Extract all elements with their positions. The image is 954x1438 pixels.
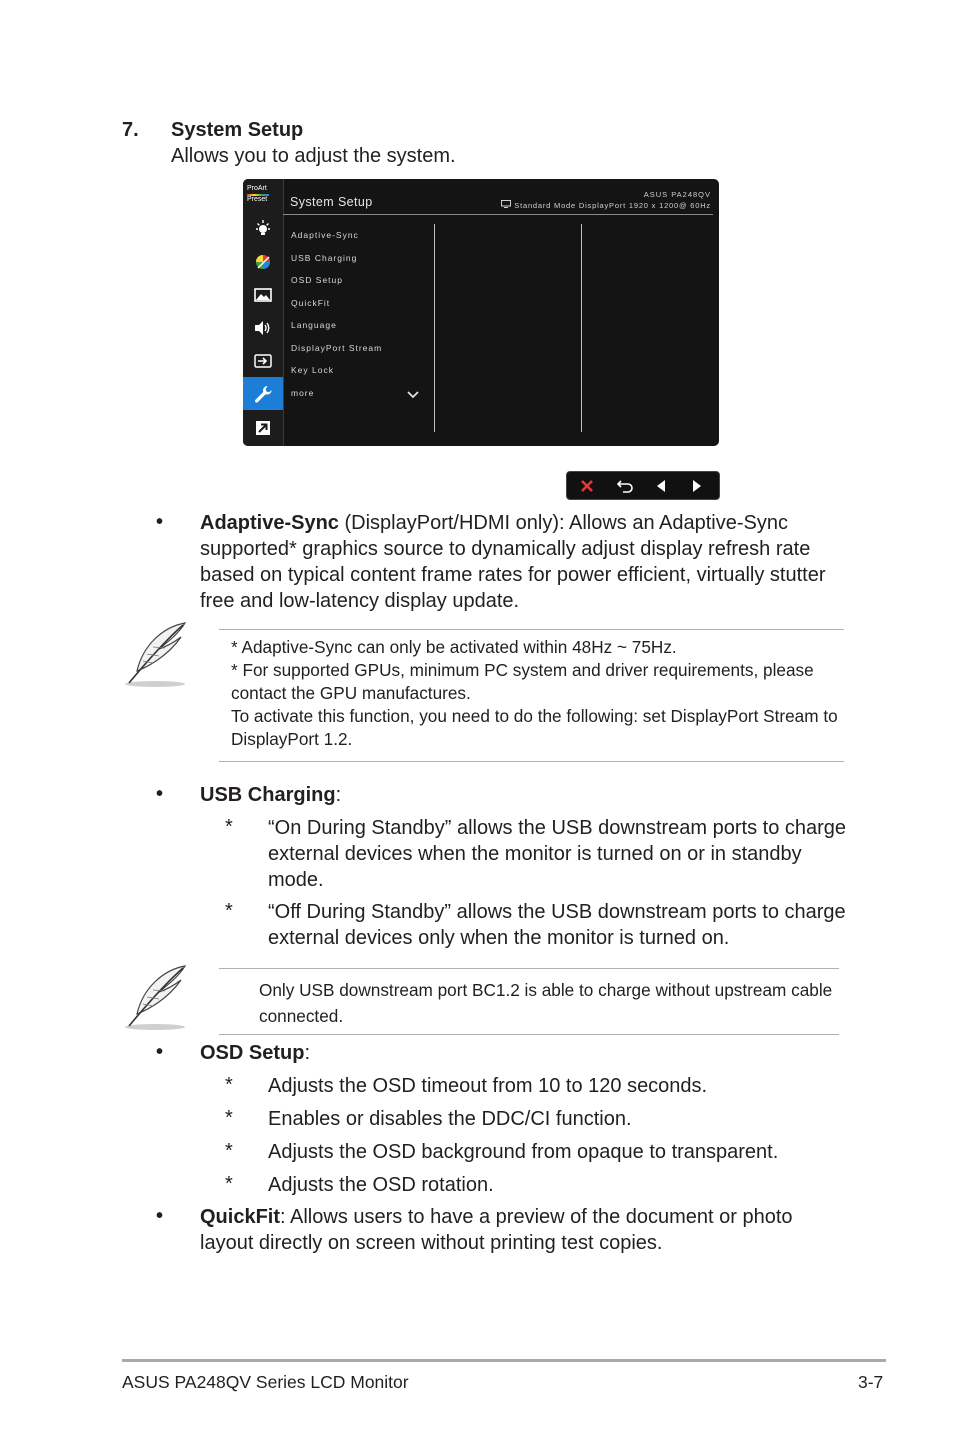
adaptive-sync-term: Adaptive-Sync [200, 512, 339, 534]
osd-model: ASUS PA248QV [643, 190, 711, 199]
note-line: To activate this function, you need to do the following: set DisplayPort Stream to DisplayPort 1.2. [231, 706, 838, 749]
return-icon[interactable] [607, 472, 643, 499]
osd-setup-heading: OSD Setup: [200, 1042, 311, 1064]
osd-menu [291, 224, 382, 404]
usb-charging-item: “Off During Standby” allows the USB downstream ports to charge external devices only when the monitor is turned on. [268, 901, 846, 949]
footer-title: ASUS PA248QV Series LCD Monitor [122, 1372, 409, 1392]
logo-line2: Preset [247, 196, 268, 203]
quickfit-text: : Allows users to have a preview of the document or photo layout directly on screen without printing test copies. [200, 1206, 793, 1254]
asterisk: * [225, 816, 233, 838]
osd-status [501, 200, 711, 210]
asterisk: * [225, 1173, 233, 1195]
osd-divider [283, 214, 713, 215]
feather-note-icon [123, 964, 189, 1039]
left-arrow-icon[interactable] [643, 472, 679, 499]
menu-item-language[interactable]: Language [291, 320, 337, 330]
logo-line1: ProArt [247, 185, 267, 192]
note-rule-top [219, 629, 844, 630]
osd-column-divider [434, 224, 435, 432]
osd-status-text: Standard Mode DisplayPort 1920 x 1200@ 60Hz [514, 200, 711, 210]
note-rule-top [219, 968, 839, 969]
bullet: • [156, 1205, 164, 1227]
menu-item-usb-charging[interactable]: USB Charging [291, 252, 358, 263]
bullet: • [156, 783, 164, 805]
chevron-down-icon[interactable] [406, 387, 420, 405]
monitor-icon [501, 200, 511, 210]
menu-item-adaptive-sync[interactable]: Adaptive-Sync [291, 230, 359, 240]
osd-column-divider [581, 224, 582, 432]
footer-rule [122, 1359, 886, 1362]
bullet: • [156, 511, 164, 533]
adaptive-sync-text: (DisplayPort/HDMI only): Allows an Adaptive-Sync supported* graphics source to dynamically adjust display refresh rate based on typical content frame rates for power efficient, virtually stutter free and low-latency display update. [200, 512, 826, 612]
note-rule-bottom [219, 761, 844, 762]
menu-item-key-lock[interactable]: Key Lock [291, 365, 334, 375]
quickfit-paragraph [200, 1204, 850, 1256]
quickfit-term: QuickFit [200, 1206, 281, 1228]
proart-preset-logo [247, 185, 279, 207]
menu-item-displayport-stream[interactable]: DisplayPort Stream [291, 342, 383, 353]
osd-setup-term: OSD Setup [200, 1042, 305, 1064]
asterisk: * [225, 1107, 233, 1129]
color-icon[interactable] [243, 245, 283, 278]
adaptive-sync-note [231, 636, 846, 751]
usb-charging-item: “On During Standby” allows the USB downstream ports to charge external devices when the monitor is turned on or in standby mode. [268, 817, 847, 891]
sound-icon[interactable] [243, 311, 283, 344]
menu-item-osd-setup[interactable]: OSD Setup [291, 275, 343, 285]
bullet: • [156, 1041, 164, 1063]
note-line: * For supported GPUs, minimum PC system and driver requirements, please contact the GPU manufactures. [231, 660, 814, 703]
osd-title: System Setup [290, 195, 373, 209]
osd-setup-item: Adjusts the OSD background from opaque to transparent. [268, 1141, 779, 1163]
note-line: * Adaptive-Sync can only be activated within 48Hz ~ 75Hz. [231, 637, 677, 657]
wrench-icon[interactable] [243, 377, 283, 410]
page-number: 3-7 [858, 1372, 884, 1392]
image-icon[interactable] [243, 278, 283, 311]
menu-item-more[interactable]: more [291, 387, 315, 398]
asterisk: * [225, 1074, 233, 1096]
osd-setup-item: Adjusts the OSD timeout from 10 to 120 seconds. [268, 1075, 708, 1097]
usb-charging-heading: USB Charging: [200, 784, 342, 806]
section-subtitle: Allows you to adjust the system. [171, 145, 456, 167]
osd-screen [243, 179, 719, 446]
asterisk: * [225, 1140, 233, 1162]
asterisk: * [225, 900, 233, 922]
usb-charging-term: USB Charging [200, 784, 336, 806]
section-number: 7. [122, 119, 139, 141]
menu-item-quickfit[interactable]: QuickFit [291, 297, 331, 308]
input-icon[interactable] [243, 344, 283, 377]
brightness-icon[interactable] [243, 211, 283, 244]
osd-setup-item: Enables or disables the DDC/CI function. [268, 1108, 632, 1130]
note-rule-bottom [219, 1034, 839, 1035]
adaptive-sync-paragraph [200, 510, 850, 614]
close-icon[interactable] [569, 472, 605, 499]
section-title: System Setup [171, 119, 304, 141]
osd-nav-keys [566, 471, 720, 500]
right-arrow-icon[interactable] [679, 472, 715, 499]
usb-charging-note: Only USB downstream port BC1.2 is able to charge without upstream cable connected. [259, 980, 833, 1026]
osd-setup-item: Adjusts the OSD rotation. [268, 1174, 494, 1196]
osd-sidebar [243, 179, 284, 446]
shortcut-icon[interactable] [243, 411, 283, 444]
feather-note-icon [123, 621, 189, 696]
